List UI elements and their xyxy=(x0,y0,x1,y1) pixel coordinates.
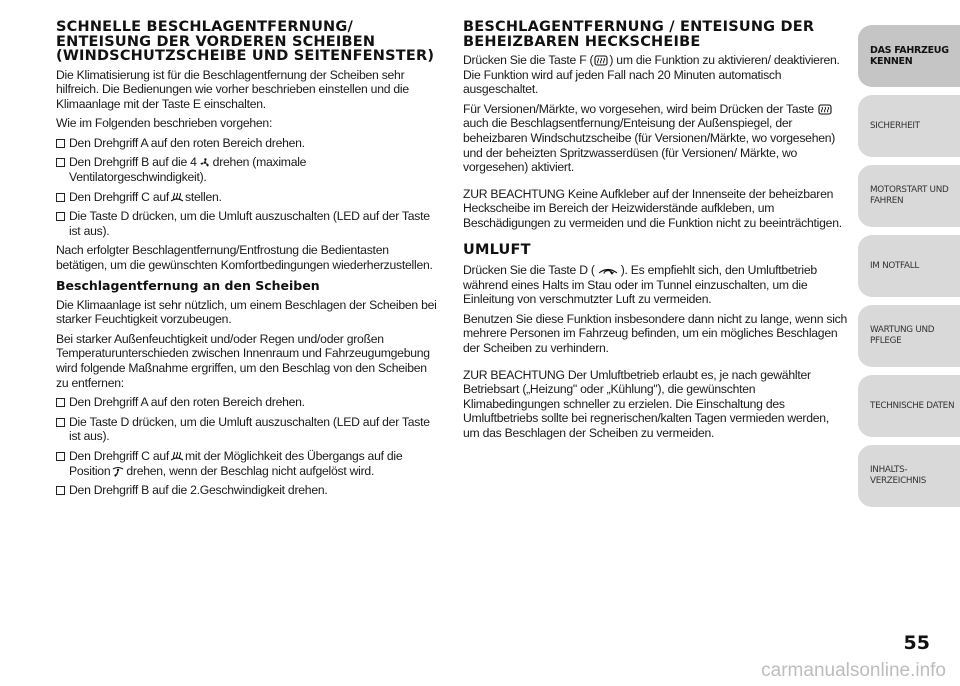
windshield-defrost-icon xyxy=(170,451,184,462)
list-item: Den Drehgriff B auf die 2.Geschwindigkeit drehen. xyxy=(56,483,440,498)
watermark: carmanualsonline.info xyxy=(761,660,946,681)
note-paragraph: ZUR BEACHTUNG Der Umluftbetrieb erlaubt es, je nach gewählter Betriebsart („Heizung" oder „Kühlung"), die gewünschten Klimabedingungen schneller zu erzielen. Die Einschaltung des Umluftbetriebs sollte bei regnerischen/kalten Tagen vermieden werden, um das Beschlagen der Scheiben zu vermeiden. xyxy=(463,367,829,440)
checkbox-bullet-icon xyxy=(56,158,65,167)
tab-das-fahrzeug-kennen[interactable]: DAS FAHRZEUG KENNEN xyxy=(858,25,960,87)
checkbox-bullet-icon xyxy=(56,212,65,221)
paragraph: Drücken Sie die Taste D ( ). Es empfiehlt sich, den Umluftbetrieb während eines Halts im Stau oder im Tunnel einzuschalten, um die Einleitung von verschmutzter Luft zu vermeiden. xyxy=(463,263,817,307)
list-item: Die Taste D drücken, um die Umluft auszuschalten (LED auf der Taste ist aus). xyxy=(56,415,440,444)
paragraph: Benutzen Sie diese Funktion insbesondere dann nicht zu lange, wenn sich mehrere Personen im Fahrzeug befinden, um ein mögliches Beschlagen der Scheiben zu verhindern. xyxy=(463,311,848,355)
rear-window-defrost-icon xyxy=(594,55,608,66)
checkbox-bullet-icon xyxy=(56,452,65,461)
checkbox-bullet-icon xyxy=(56,193,65,202)
section-title-rear-defrost: BESCHLAGENTFERNUNG / ENTEISUNG DER BEHEIZBAREN HECKSCHEIBE xyxy=(463,19,815,50)
rear-window-defrost-icon xyxy=(818,104,832,115)
tab-wartung-und-pflege[interactable]: WARTUNG UND PFLEGE xyxy=(858,305,960,367)
paragraph: Bei starker Außenfeuchtigkeit und/oder Regen und/oder großen Temperaturunterschieden zwischen Innenraum und Fahrzeugumgebung wird folgende Maßnahme ergriffen, um den Beschlag von den Scheiben zu entfernen: xyxy=(56,331,430,390)
checkbox-bullet-icon xyxy=(56,139,65,148)
left-column xyxy=(56,20,440,503)
tab-motorstart-und-fahren[interactable]: MOTORSTART UND FAHREN xyxy=(858,165,960,227)
paragraph: Wie im Folgenden beschrieben vorgehen: xyxy=(56,116,273,131)
list-item: Den Drehgriff C auf mit der Möglichkeit des Übergangs auf die Position drehen, wenn der Beschlag nicht aufgelöst wird. xyxy=(56,449,440,478)
recirculation-icon xyxy=(596,265,620,276)
list-item: Den Drehgriff C auf stellen. xyxy=(56,190,440,205)
chapter-tabs xyxy=(858,25,960,515)
checkbox-bullet-icon xyxy=(56,418,65,427)
paragraph: Drücken Sie die Taste F ( ) um die Funktion zu aktivieren/ deaktivieren. Die Funktion wird auf jeden Fall nach 20 Minuten automatisch ausgeschaltet. xyxy=(463,53,840,97)
page-number: 55 xyxy=(903,632,930,654)
subheading-window-defogging: Beschlagentfernung an den Scheiben xyxy=(56,277,320,293)
paragraph: Die Klimatisierung ist für die Beschlagentfernung der Scheiben sehr hilfreich. Die Bedienungen wie vorher beschrieben einstellen und die Klimaanlage mit der Taste E einschalten. xyxy=(56,67,409,111)
checkbox-bullet-icon xyxy=(56,398,65,407)
footwell-windshield-icon xyxy=(111,466,125,477)
list-item: Den Drehgriff A auf den roten Bereich drehen. xyxy=(56,395,440,410)
paragraph: Nach erfolgter Beschlagentfernung/Entfrostung die Bedientasten betätigen, um die gewünschten Komfortbedingungen wiederherzustellen. xyxy=(56,243,433,273)
tab-im-notfall[interactable]: IM NOTFALL xyxy=(858,235,960,297)
tab-technische-daten[interactable]: TECHNISCHE DATEN xyxy=(858,375,960,437)
tab-sicherheit[interactable]: SICHERHEIT xyxy=(858,95,960,157)
list-item: Die Taste D drücken, um die Umluft auszuschalten (LED auf der Taste ist aus). xyxy=(56,209,440,238)
checkbox-bullet-icon xyxy=(56,486,65,495)
paragraph: Für Versionen/Märkte, wo vorgesehen, wird beim Drücken der Taste auch die Beschlagsentfernung/Enteisung der Außenspiegel, der beheizbaren Windschutzscheibe (für Versionen/Märkte, wo vorgesehen) und der beheizten Spritzwasserdüsen (für Versionen/ Märkte, wo vorgesehen) aktiviert. xyxy=(463,101,836,175)
tab-inhaltsverzeichnis[interactable]: INHALTS- VERZEICHNIS xyxy=(858,445,960,507)
section-title-front-defrost: SCHNELLE BESCHLAGENTFERNUNG/ ENTEISUNG DER VORDEREN SCHEIBEN (WINDSCHUTZSCHEIBE UND SEITENFENSTER) xyxy=(56,19,435,64)
fan-icon xyxy=(198,157,212,168)
list-item: Den Drehgriff B auf die 4 drehen (maximale Ventilatorgeschwindigkeit). xyxy=(56,155,440,184)
list-item: Den Drehgriff A auf den roten Bereich drehen. xyxy=(56,136,440,151)
section-title-recirculation: UMLUFT xyxy=(463,241,531,258)
windshield-defrost-icon xyxy=(170,192,184,203)
paragraph: Die Klimaanlage ist sehr nützlich, um einem Beschlagen der Scheiben bei starker Feuchtigkeit vorzubeugen. xyxy=(56,297,437,327)
note-paragraph: ZUR BEACHTUNG Keine Aufkleber auf der Innenseite der beheizbaren Heckscheibe im Bereich der Heizwiderstände aufkleben, um Beschädigungen zu vermeiden und die Funktion nicht zu beeinträchtigen. xyxy=(463,186,842,230)
right-column xyxy=(463,20,848,446)
